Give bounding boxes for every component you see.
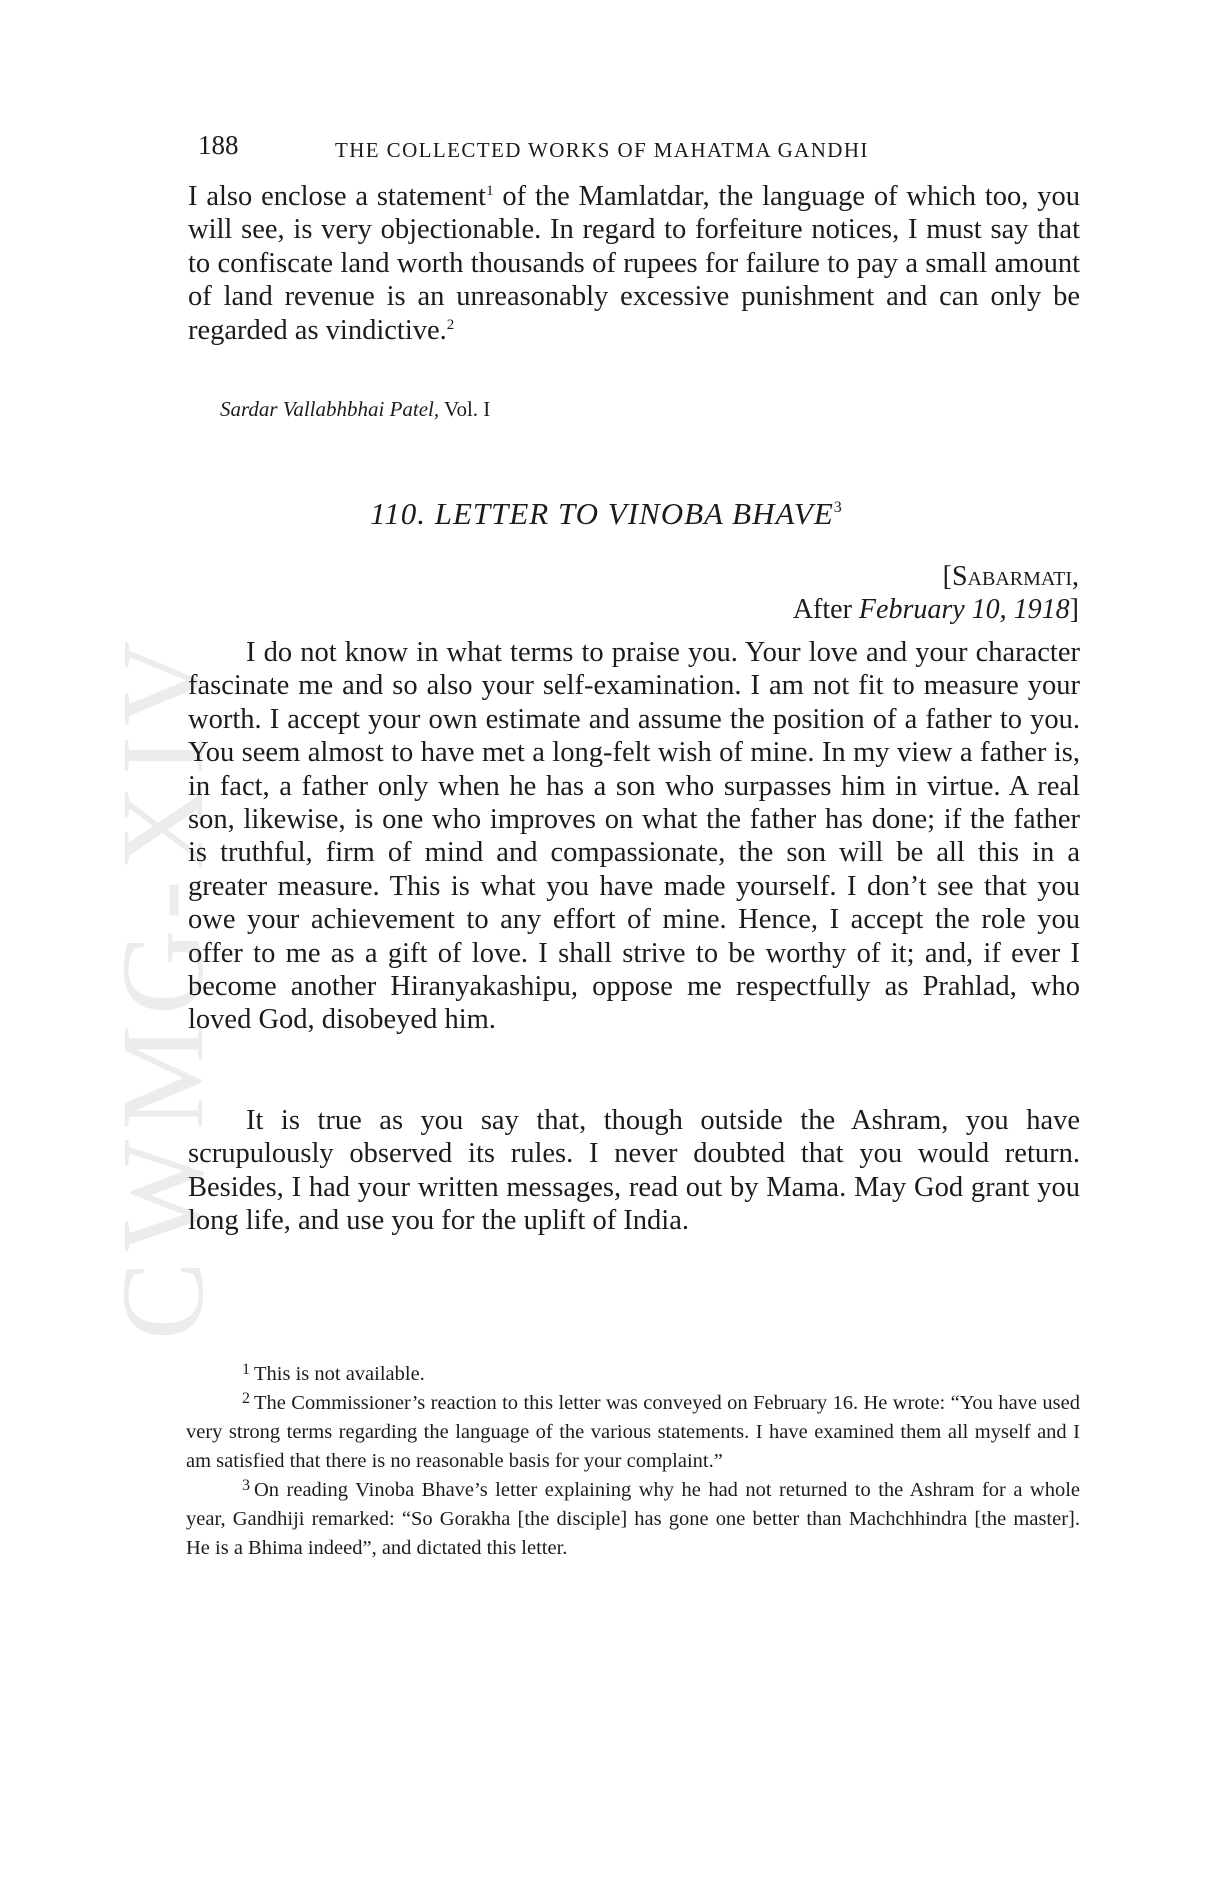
watermark: CWMG-XIV — [97, 630, 228, 1340]
footnotes — [186, 1360, 1080, 1563]
date-italic: February 10, 1918 — [858, 594, 1070, 625]
footnote-mark: 3 — [242, 1477, 250, 1494]
intro-text-rest: of the Mamlatdar, the language of which too, you will see, is very objectionable. In regard to forfeiture notices, I must say that to confiscate land worth thousands of rupees for failure to pay a small amount of land revenue is an unreasonably excessive punishment and can only be regarded as vindictive. — [188, 181, 1080, 346]
source-volume: Vol. I — [439, 397, 491, 421]
date-suffix: ] — [1069, 594, 1079, 625]
letter-paragraph-1: I do not know in what terms to praise you. Your love and your character fascinate me and so also your self-examination. I am not fit to measure your worth. I accept your own estimate and assume the position of a father to you. You seem almost to have met a long-felt wish of mine. In my view a father is, in fact, a father only when he has a son who surpasses him in virtue. A real son, likewise, is one who improves on what the father has done; if the father is truthful, firm of mind and compassionate, the son will be all this in a greater measure. This is what you have made yourself. I don’t see that you owe your achievement to any effort of mine. Hence, I accept the role you offer to me as a gift of love. I shall strive to be worthy of it; and, if ever I become another Hiranyakashipu, oppose me respectfully as Prahlad, who loved God, disobeyed him. — [188, 637, 1080, 1036]
page-number: 188 — [198, 130, 239, 160]
intro-text-start: I also enclose a statement — [188, 181, 487, 212]
running-head — [198, 130, 1078, 164]
letter-paragraph-2: It is true as you say that, though outside the Ashram, you have scrupulously observed its rules. I never doubted that you would return. Besides, I had your written messages, read out by Mama. May God grant you long life, and use you for the uplift of India. — [188, 1105, 1080, 1237]
letter-title-text: 110. LETTER TO VINOBA BHAVE — [370, 496, 834, 531]
footnote-text: The Commissioner’s reaction to this letter was conveyed on February 16. He wrote: “You have used very strong terms regarding the language of the various statements. I have examined them all myself and I am satisfied that there is no reasonable basis for your complaint.” — [186, 1392, 1080, 1472]
footnote-mark: 1 — [242, 1361, 250, 1378]
footnote-ref-1: 1 — [486, 183, 494, 199]
running-title: THE COLLECTED WORKS OF MAHATMA GANDHI — [335, 138, 869, 162]
footnote-mark: 2 — [242, 1390, 250, 1407]
footnote-3 — [186, 1476, 1080, 1563]
letter-place: [Sabarmati, — [942, 561, 1079, 592]
date-prefix: After — [792, 594, 859, 625]
letter-title — [370, 496, 843, 532]
source-title: Sardar Vallabhbhai Patel, — [220, 397, 440, 421]
footnote-2 — [186, 1389, 1080, 1476]
source-citation — [220, 397, 490, 422]
footnote-text: On reading Vinoba Bhave’s letter explaining why he had not returned to the Ashram for a whole year, Gandhiji remarked: “So Gorakha [the disciple] has gone one better than Machchhindra [the master]. He is a Bhima indeed”, and dictated this letter. — [186, 1479, 1080, 1559]
intro-paragraph — [188, 180, 1080, 347]
letter-date — [793, 594, 1079, 626]
footnote-1 — [186, 1360, 1080, 1389]
footnote-ref-2: 2 — [446, 316, 455, 333]
footnote-text: This is not available. — [254, 1363, 425, 1385]
footnote-ref-3: 3 — [833, 499, 843, 516]
